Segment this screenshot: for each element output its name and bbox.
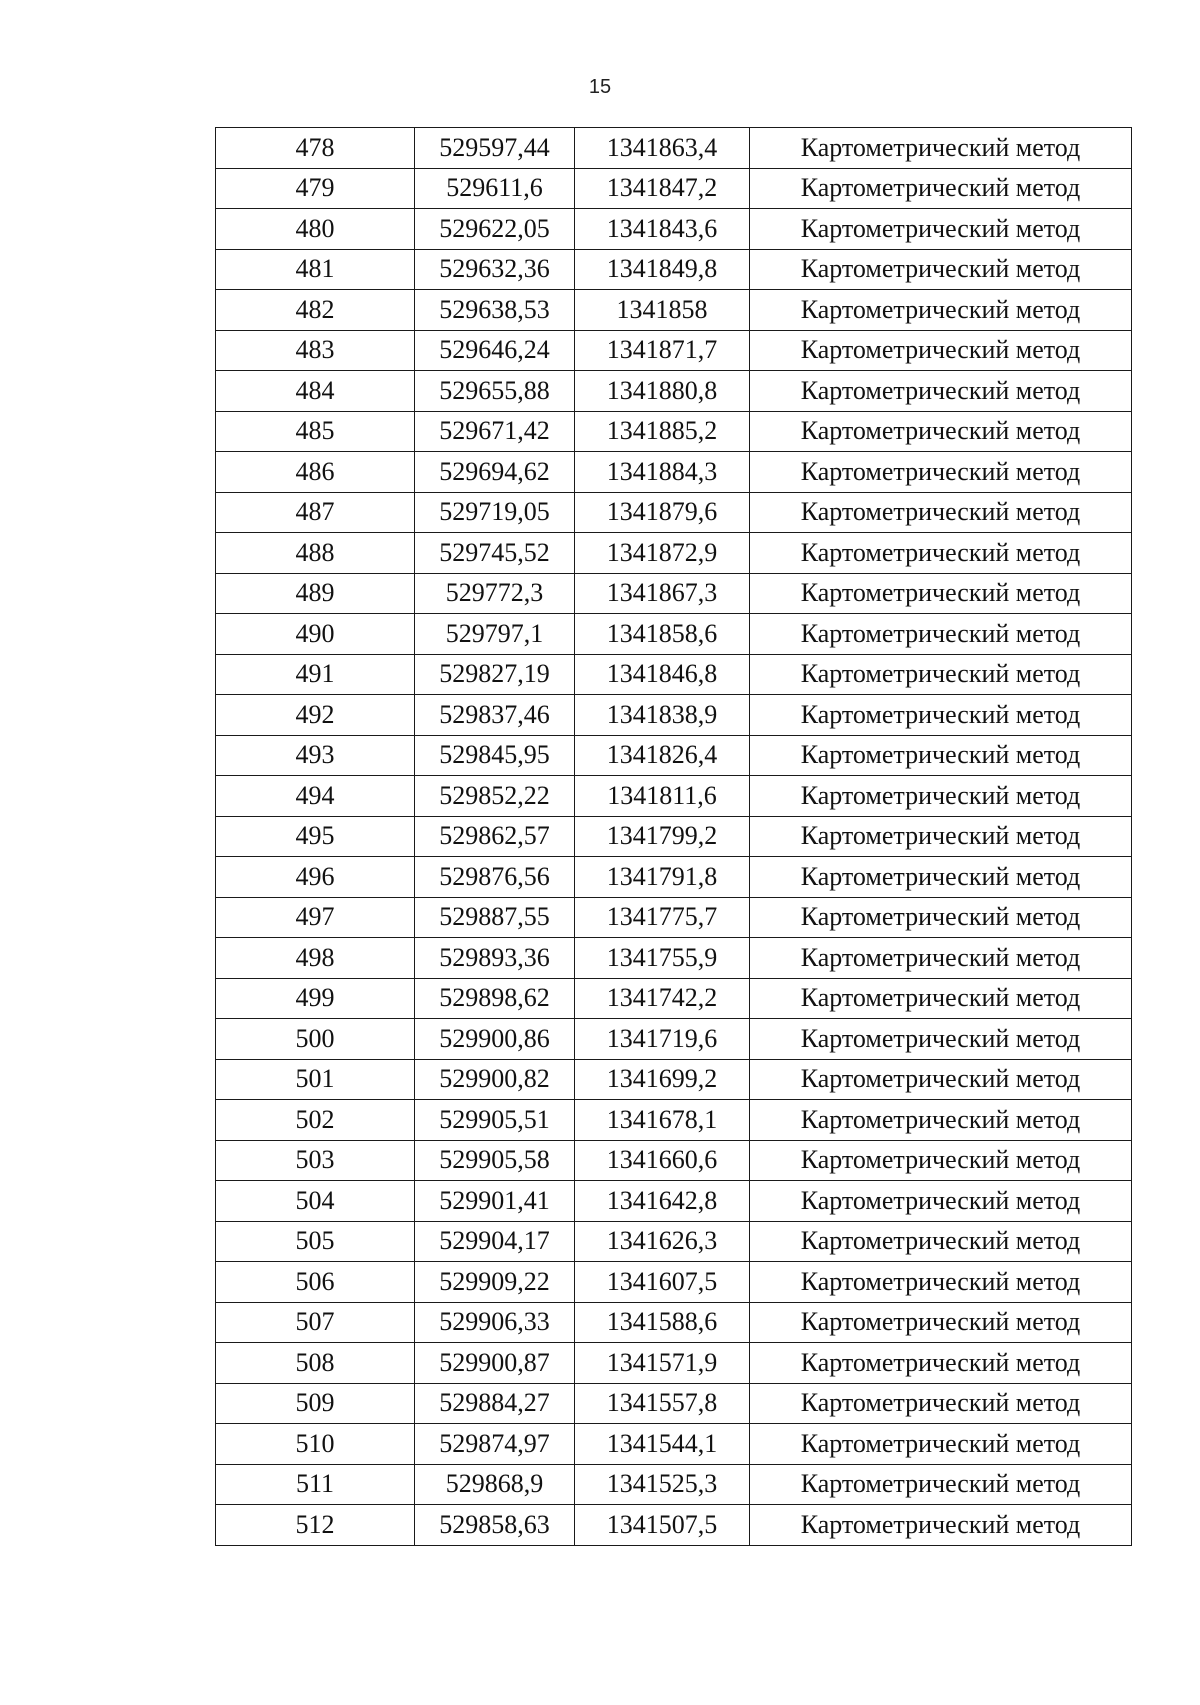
- table-row: [216, 938, 1132, 979]
- y-coordinate-cell: 1341588,6: [575, 1302, 750, 1343]
- method-cell: Картометрический метод: [750, 1140, 1132, 1181]
- x-coordinate-cell: 529893,36: [415, 938, 575, 979]
- table-row: [216, 371, 1132, 412]
- y-coordinate-cell: 1341642,8: [575, 1181, 750, 1222]
- x-coordinate-cell: 529719,05: [415, 492, 575, 533]
- point-number-cell: 511: [216, 1464, 415, 1505]
- page-number: 15: [588, 76, 612, 98]
- x-coordinate-cell: 529862,57: [415, 816, 575, 857]
- y-coordinate-cell: 1341847,2: [575, 168, 750, 209]
- table-row: [216, 168, 1132, 209]
- y-coordinate-cell: 1341880,8: [575, 371, 750, 412]
- point-number-cell: 485: [216, 411, 415, 452]
- method-cell: Картометрический метод: [750, 1221, 1132, 1262]
- table-row: [216, 1140, 1132, 1181]
- x-coordinate-cell: 529901,41: [415, 1181, 575, 1222]
- point-number-cell: 488: [216, 533, 415, 574]
- x-coordinate-cell: 529646,24: [415, 330, 575, 371]
- method-cell: Картометрический метод: [750, 695, 1132, 736]
- x-coordinate-cell: 529611,6: [415, 168, 575, 209]
- x-coordinate-cell: 529694,62: [415, 452, 575, 493]
- method-cell: Картометрический метод: [750, 290, 1132, 331]
- method-cell: Картометрический метод: [750, 614, 1132, 655]
- y-coordinate-cell: 1341626,3: [575, 1221, 750, 1262]
- table-row: [216, 1424, 1132, 1465]
- table-row: [216, 330, 1132, 371]
- y-coordinate-cell: 1341525,3: [575, 1464, 750, 1505]
- table-row: [216, 1302, 1132, 1343]
- y-coordinate-cell: 1341858: [575, 290, 750, 331]
- method-cell: Картометрический метод: [750, 735, 1132, 776]
- x-coordinate-cell: 529906,33: [415, 1302, 575, 1343]
- point-number-cell: 502: [216, 1100, 415, 1141]
- y-coordinate-cell: 1341849,8: [575, 249, 750, 290]
- table-row: [216, 1100, 1132, 1141]
- method-cell: Картометрический метод: [750, 776, 1132, 817]
- y-coordinate-cell: 1341557,8: [575, 1383, 750, 1424]
- table-row: [216, 1019, 1132, 1060]
- point-number-cell: 509: [216, 1383, 415, 1424]
- method-cell: Картометрический метод: [750, 978, 1132, 1019]
- method-cell: Картометрический метод: [750, 938, 1132, 979]
- y-coordinate-cell: 1341719,6: [575, 1019, 750, 1060]
- method-cell: Картометрический метод: [750, 857, 1132, 898]
- method-cell: Картометрический метод: [750, 1464, 1132, 1505]
- point-number-cell: 512: [216, 1505, 415, 1546]
- point-number-cell: 483: [216, 330, 415, 371]
- point-number-cell: 504: [216, 1181, 415, 1222]
- point-number-cell: 493: [216, 735, 415, 776]
- method-cell: Картометрический метод: [750, 371, 1132, 412]
- x-coordinate-cell: 529874,97: [415, 1424, 575, 1465]
- x-coordinate-cell: 529904,17: [415, 1221, 575, 1262]
- point-number-cell: 490: [216, 614, 415, 655]
- method-cell: Картометрический метод: [750, 573, 1132, 614]
- y-coordinate-cell: 1341678,1: [575, 1100, 750, 1141]
- point-number-cell: 507: [216, 1302, 415, 1343]
- table-row: [216, 1221, 1132, 1262]
- x-coordinate-cell: 529655,88: [415, 371, 575, 412]
- table-row: [216, 1343, 1132, 1384]
- method-cell: Картометрический метод: [750, 816, 1132, 857]
- table-row: [216, 1505, 1132, 1546]
- y-coordinate-cell: 1341884,3: [575, 452, 750, 493]
- y-coordinate-cell: 1341507,5: [575, 1505, 750, 1546]
- point-number-cell: 491: [216, 654, 415, 695]
- point-number-cell: 496: [216, 857, 415, 898]
- point-number-cell: 484: [216, 371, 415, 412]
- coordinates-table: [215, 127, 1132, 1546]
- method-cell: Картометрический метод: [750, 1181, 1132, 1222]
- method-cell: Картометрический метод: [750, 1059, 1132, 1100]
- y-coordinate-cell: 1341755,9: [575, 938, 750, 979]
- x-coordinate-cell: 529900,82: [415, 1059, 575, 1100]
- method-cell: Картометрический метод: [750, 897, 1132, 938]
- point-number-cell: 499: [216, 978, 415, 1019]
- point-number-cell: 501: [216, 1059, 415, 1100]
- table-row: [216, 1464, 1132, 1505]
- x-coordinate-cell: 529905,58: [415, 1140, 575, 1181]
- y-coordinate-cell: 1341699,2: [575, 1059, 750, 1100]
- table-row: [216, 614, 1132, 655]
- method-cell: Картометрический метод: [750, 1019, 1132, 1060]
- x-coordinate-cell: 529909,22: [415, 1262, 575, 1303]
- method-cell: Картометрический метод: [750, 1262, 1132, 1303]
- method-cell: Картометрический метод: [750, 128, 1132, 169]
- point-number-cell: 495: [216, 816, 415, 857]
- y-coordinate-cell: 1341846,8: [575, 654, 750, 695]
- table-row: [216, 695, 1132, 736]
- x-coordinate-cell: 529797,1: [415, 614, 575, 655]
- x-coordinate-cell: 529622,05: [415, 209, 575, 250]
- x-coordinate-cell: 529858,63: [415, 1505, 575, 1546]
- point-number-cell: 482: [216, 290, 415, 331]
- point-number-cell: 506: [216, 1262, 415, 1303]
- table-row: [216, 735, 1132, 776]
- table-row: [216, 411, 1132, 452]
- method-cell: Картометрический метод: [750, 209, 1132, 250]
- x-coordinate-cell: 529638,53: [415, 290, 575, 331]
- point-number-cell: 494: [216, 776, 415, 817]
- x-coordinate-cell: 529898,62: [415, 978, 575, 1019]
- method-cell: Картометрический метод: [750, 1100, 1132, 1141]
- y-coordinate-cell: 1341544,1: [575, 1424, 750, 1465]
- y-coordinate-cell: 1341863,4: [575, 128, 750, 169]
- x-coordinate-cell: 529905,51: [415, 1100, 575, 1141]
- table-row: [216, 1262, 1132, 1303]
- x-coordinate-cell: 529884,27: [415, 1383, 575, 1424]
- table-row: [216, 290, 1132, 331]
- table-row: [216, 249, 1132, 290]
- y-coordinate-cell: 1341872,9: [575, 533, 750, 574]
- point-number-cell: 508: [216, 1343, 415, 1384]
- x-coordinate-cell: 529632,36: [415, 249, 575, 290]
- table-row: [216, 776, 1132, 817]
- table-row: [216, 816, 1132, 857]
- coordinates-table-body: [216, 128, 1132, 1546]
- point-number-cell: 497: [216, 897, 415, 938]
- point-number-cell: 492: [216, 695, 415, 736]
- y-coordinate-cell: 1341811,6: [575, 776, 750, 817]
- table-row: [216, 209, 1132, 250]
- point-number-cell: 486: [216, 452, 415, 493]
- x-coordinate-cell: 529845,95: [415, 735, 575, 776]
- y-coordinate-cell: 1341799,2: [575, 816, 750, 857]
- y-coordinate-cell: 1341571,9: [575, 1343, 750, 1384]
- method-cell: Картометрический метод: [750, 1505, 1132, 1546]
- x-coordinate-cell: 529671,42: [415, 411, 575, 452]
- y-coordinate-cell: 1341607,5: [575, 1262, 750, 1303]
- x-coordinate-cell: 529772,3: [415, 573, 575, 614]
- y-coordinate-cell: 1341885,2: [575, 411, 750, 452]
- y-coordinate-cell: 1341871,7: [575, 330, 750, 371]
- point-number-cell: 479: [216, 168, 415, 209]
- method-cell: Картометрический метод: [750, 1424, 1132, 1465]
- method-cell: Картометрический метод: [750, 330, 1132, 371]
- method-cell: Картометрический метод: [750, 1343, 1132, 1384]
- table-row: [216, 1181, 1132, 1222]
- table-row: [216, 573, 1132, 614]
- x-coordinate-cell: 529597,44: [415, 128, 575, 169]
- x-coordinate-cell: 529900,86: [415, 1019, 575, 1060]
- x-coordinate-cell: 529887,55: [415, 897, 575, 938]
- method-cell: Картометрический метод: [750, 654, 1132, 695]
- y-coordinate-cell: 1341660,6: [575, 1140, 750, 1181]
- point-number-cell: 498: [216, 938, 415, 979]
- x-coordinate-cell: 529837,46: [415, 695, 575, 736]
- point-number-cell: 480: [216, 209, 415, 250]
- point-number-cell: 500: [216, 1019, 415, 1060]
- table-row: [216, 654, 1132, 695]
- point-number-cell: 505: [216, 1221, 415, 1262]
- method-cell: Картометрический метод: [750, 249, 1132, 290]
- x-coordinate-cell: 529827,19: [415, 654, 575, 695]
- method-cell: Картометрический метод: [750, 168, 1132, 209]
- point-number-cell: 478: [216, 128, 415, 169]
- y-coordinate-cell: 1341858,6: [575, 614, 750, 655]
- x-coordinate-cell: 529868,9: [415, 1464, 575, 1505]
- x-coordinate-cell: 529900,87: [415, 1343, 575, 1384]
- y-coordinate-cell: 1341838,9: [575, 695, 750, 736]
- x-coordinate-cell: 529745,52: [415, 533, 575, 574]
- y-coordinate-cell: 1341826,4: [575, 735, 750, 776]
- method-cell: Картометрический метод: [750, 411, 1132, 452]
- y-coordinate-cell: 1341879,6: [575, 492, 750, 533]
- x-coordinate-cell: 529876,56: [415, 857, 575, 898]
- y-coordinate-cell: 1341867,3: [575, 573, 750, 614]
- method-cell: Картометрический метод: [750, 1383, 1132, 1424]
- table-row: [216, 533, 1132, 574]
- y-coordinate-cell: 1341775,7: [575, 897, 750, 938]
- y-coordinate-cell: 1341791,8: [575, 857, 750, 898]
- method-cell: Картометрический метод: [750, 492, 1132, 533]
- table-row: [216, 1383, 1132, 1424]
- table-row: [216, 897, 1132, 938]
- table-row: [216, 492, 1132, 533]
- point-number-cell: 489: [216, 573, 415, 614]
- y-coordinate-cell: 1341843,6: [575, 209, 750, 250]
- table-row: [216, 128, 1132, 169]
- method-cell: Картометрический метод: [750, 533, 1132, 574]
- method-cell: Картометрический метод: [750, 1302, 1132, 1343]
- point-number-cell: 510: [216, 1424, 415, 1465]
- point-number-cell: 503: [216, 1140, 415, 1181]
- table-row: [216, 978, 1132, 1019]
- table-row: [216, 1059, 1132, 1100]
- method-cell: Картометрический метод: [750, 452, 1132, 493]
- point-number-cell: 487: [216, 492, 415, 533]
- x-coordinate-cell: 529852,22: [415, 776, 575, 817]
- y-coordinate-cell: 1341742,2: [575, 978, 750, 1019]
- table-row: [216, 452, 1132, 493]
- point-number-cell: 481: [216, 249, 415, 290]
- table-row: [216, 857, 1132, 898]
